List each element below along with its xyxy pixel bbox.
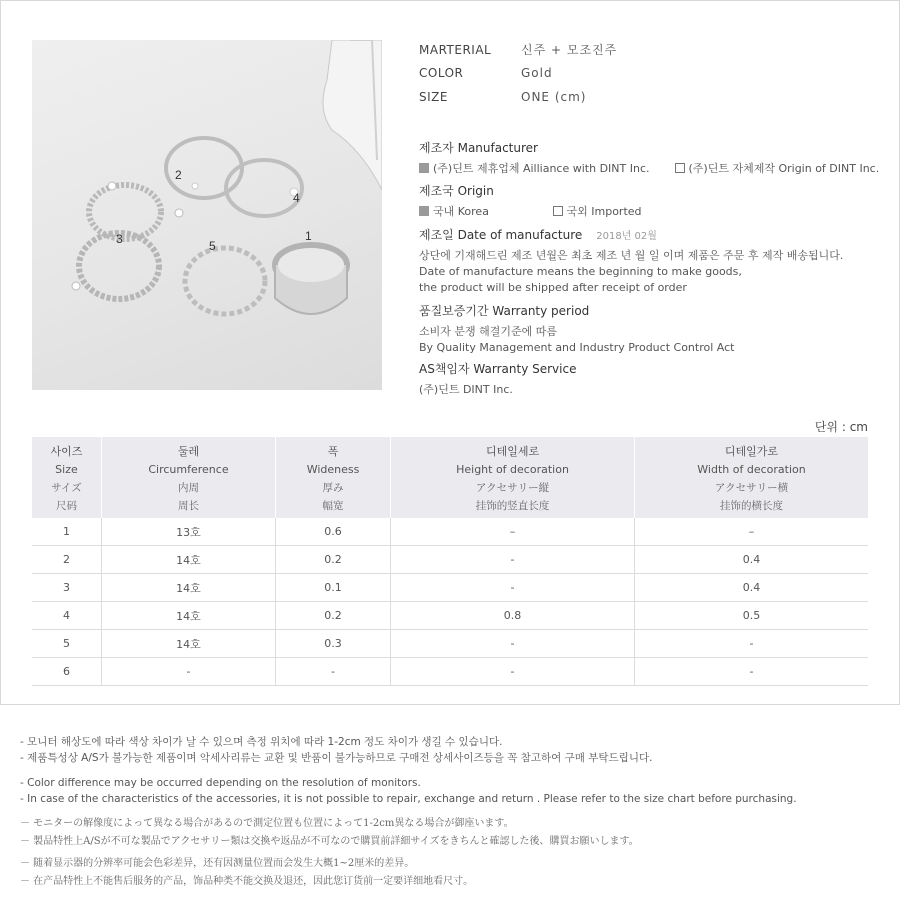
ring-number-5: 5 [209, 239, 216, 253]
note-jp-2: － 製品特性上A/Sが不可な製品でアクセサリー類は交換や返品が不可なので購買前詳細サイズをきちんと確認した後、購買お願いします。 [20, 836, 639, 847]
spec-value: ONE (cm) [521, 90, 587, 104]
spec-key: COLOR [419, 66, 464, 80]
spec-material [419, 41, 617, 58]
note-jp-1: － モニターの解像度によって異なる場合があるので測定位置も位置によって1-2cm異なる場合が御座います。 [20, 818, 514, 829]
table-cell: 0.8 [391, 602, 635, 630]
table-row [32, 546, 868, 574]
manufacture-date-section [419, 226, 843, 296]
table-cell: 1 [32, 518, 101, 546]
manufacture-note-ko: 상단에 기재해드린 제조 년월은 최초 제조 년 월 일 이며 제품은 주문 후 제작 배송됩니다. [419, 249, 844, 262]
table-cell: 6 [32, 658, 101, 686]
table-cell: - [635, 630, 869, 658]
table-cell: – [635, 518, 869, 546]
ring-4 [226, 160, 302, 216]
table-cell: - [391, 574, 635, 602]
table-cell: – [391, 518, 635, 546]
table-cell: 0.2 [276, 602, 391, 630]
origin-option-a: 국내 Korea [433, 205, 489, 218]
table-cell: 4 [32, 602, 101, 630]
notes-chinese [20, 856, 473, 890]
note-cn-2: － 在产品特性上不能售后服务的产品，饰品种类不能交换及退还，因此您订货前一定要详细地看尺寸。 [20, 876, 474, 887]
table-cell: 13호 [101, 518, 275, 546]
table-header-cell: 둘레 Circumference 内周 周长 [101, 437, 275, 518]
table-cell: 2 [32, 546, 101, 574]
table-cell: 0.1 [276, 574, 391, 602]
manufacture-date: 2018년 02월 [596, 231, 657, 242]
checkbox-empty-icon [675, 163, 685, 173]
table-cell: 0.4 [635, 546, 869, 574]
table-cell: 3 [32, 574, 101, 602]
warranty-service-section [419, 360, 576, 398]
size-table [32, 437, 868, 686]
spec-size [419, 90, 586, 104]
note-ko-2: - 제품특성상 A/S가 불가능한 제품이며 악세사리류는 교환 및 반품이 불가능하므로 구매전 상세사이즈등을 꼭 참고하여 구매 부탁드립니다. [20, 752, 653, 764]
ring-number-1: 1 [305, 229, 312, 243]
spec-key: MARTERIAL [419, 43, 492, 57]
table-cell: 0.4 [635, 574, 869, 602]
manufacturer-option-b: (주)딘트 자체제작 Origin of DINT Inc. [688, 162, 880, 175]
note-ko-1: - 모니터 해상도에 따라 색상 차이가 날 수 있으며 측정 위치에 따라 1-2cm 정도 차이가 생길 수 있습니다. [20, 736, 503, 748]
note-en-2: - In case of the characteristics of the accessories, it is not possible to repair, exchange and return . Please refer to the size chart before purchasing. [20, 793, 797, 805]
table-header-row [32, 437, 868, 518]
table-cell: 0.6 [276, 518, 391, 546]
table-cell: 5 [32, 630, 101, 658]
warranty-service-company: (주)딘트 DINT Inc. [419, 383, 513, 396]
table-cell: 0.2 [276, 546, 391, 574]
section-title: AS책임자 Warranty Service [419, 362, 577, 376]
ring-number-4: 4 [293, 191, 300, 205]
table-cell: - [276, 658, 391, 686]
table-cell: - [101, 658, 275, 686]
ring-5 [185, 248, 265, 314]
table-header-cell: 디테일가로 Width of decoration アクセサリー横 挂饰的横长度 [635, 437, 869, 518]
table-cell: - [391, 630, 635, 658]
origin-option-b: 국외 Imported [566, 205, 642, 218]
warranty-period-ko: 소비자 분쟁 해결기준에 따름 [419, 325, 558, 338]
table-cell: 14호 [101, 574, 275, 602]
section-title: 제조자 Manufacturer [419, 141, 538, 155]
rings-illustration [32, 40, 382, 390]
ring-number-2: 2 [175, 168, 182, 182]
origin-section [419, 182, 642, 220]
table-row [32, 602, 868, 630]
warranty-period-en: By Quality Management and Industry Product Control Act [419, 341, 735, 354]
unit-label: 단위 : cm [814, 420, 868, 434]
table-cell: 14호 [101, 546, 275, 574]
section-title: 제조국 Origin [419, 184, 494, 198]
table-cell: 0.3 [276, 630, 391, 658]
table-header-cell: 폭 Wideness 厚み 幅宽 [276, 437, 391, 518]
note-cn-1: － 随着显示器的分辨率可能会色彩差异，还有因测量位置而会发生大概1~2厘米的差异。 [20, 858, 415, 869]
section-title: 제조일 Date of manufacture [419, 228, 583, 242]
spec-key: SIZE [419, 90, 448, 104]
table-cell: 14호 [101, 602, 275, 630]
table-header-cell: 사이즈 Size サイズ 尺码 [32, 437, 101, 518]
spec-value: Gold [521, 66, 553, 80]
manufacturer-option-a: (주)딘트 제휴업체 Ailliance with DINT Inc. [433, 162, 650, 175]
manufacture-note-en-2: the product will be shipped after receipt of order [419, 281, 687, 294]
notes-english [20, 775, 797, 807]
table-cell: - [391, 658, 635, 686]
section-title: 품질보증기간 Warranty period [419, 304, 590, 318]
checkbox-empty-icon [553, 206, 563, 216]
checkbox-checked-icon [419, 163, 429, 173]
table-cell: - [635, 658, 869, 686]
table-cell: 14호 [101, 630, 275, 658]
table-cell: 0.5 [635, 602, 869, 630]
table-row [32, 518, 868, 546]
notes-korean [20, 734, 652, 766]
table-row [32, 574, 868, 602]
table-cell: - [391, 546, 635, 574]
product-photo [32, 40, 382, 390]
table-header-cell: 디테일세로 Height of decoration アクセサリー縦 挂饰的竖直长度 [391, 437, 635, 518]
spec-color [419, 66, 553, 80]
spec-value: 신주 + 모조진주 [521, 43, 618, 57]
ring-number-3: 3 [116, 232, 123, 246]
manufacture-note-en-1: Date of manufacture means the beginning to make goods, [419, 265, 742, 278]
table-row [32, 630, 868, 658]
checkbox-checked-icon [419, 206, 429, 216]
warranty-period-section [419, 302, 734, 356]
table-row [32, 658, 868, 686]
note-en-1: - Color difference may be occurred depending on the resolution of monitors. [20, 777, 421, 789]
notes-japanese [20, 816, 639, 850]
manufacturer-section [419, 139, 879, 177]
